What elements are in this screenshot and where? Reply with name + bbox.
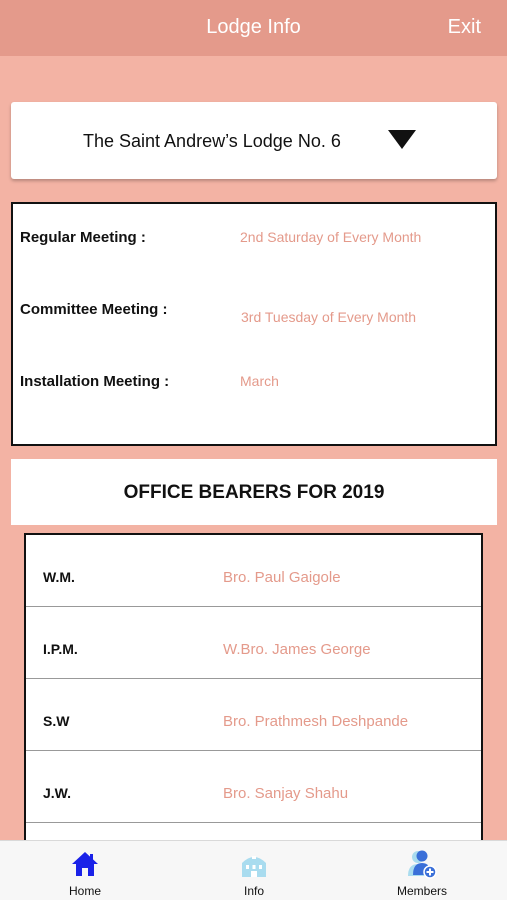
regular-meeting-value: 2nd Saturday of Every Month <box>240 229 422 245</box>
dropdown-arrow-icon[interactable] <box>388 130 416 149</box>
bearer-name: Bro. Sanjay Shahu <box>223 785 349 802</box>
info-building-icon <box>239 849 269 879</box>
office-bearers-table <box>24 533 483 853</box>
bearer-role: J.W. <box>43 785 72 801</box>
page-title: Lodge Info <box>206 16 301 38</box>
meetings-panel <box>11 202 497 446</box>
tab-home[interactable] <box>25 841 145 900</box>
office-bearers-title: OFFICE BEARERS FOR 2019 <box>123 482 385 503</box>
committee-meeting-value: 3rd Tuesday of Every Month <box>241 309 417 325</box>
table-row <box>26 679 481 751</box>
bearer-name: W.Bro. James George <box>223 641 371 658</box>
installation-meeting-label: Installation Meeting : <box>20 373 170 390</box>
regular-meeting-label: Regular Meeting : <box>20 229 146 246</box>
tab-bar <box>0 840 507 900</box>
tab-info[interactable] <box>194 841 314 900</box>
members-add-icon <box>407 849 437 879</box>
bearer-name: Bro. Prathmesh Deshpande <box>223 713 409 730</box>
table-row <box>26 535 481 607</box>
selected-lodge-label: The Saint Andrew’s Lodge No. 6 <box>83 131 341 151</box>
home-icon <box>70 849 100 879</box>
committee-meeting-label: Committee Meeting : <box>20 301 168 318</box>
bearer-role: I.P.M. <box>43 641 78 657</box>
table-row <box>26 751 481 823</box>
office-bearers-header <box>11 459 497 525</box>
installation-meeting-value: March <box>240 373 279 389</box>
bearer-role: W.M. <box>43 569 75 585</box>
tab-members[interactable] <box>362 841 482 900</box>
bearer-role: S.W <box>43 713 70 729</box>
tab-members-label: Members <box>396 884 447 898</box>
tab-info-label: Info <box>243 884 264 898</box>
navigation-bar <box>0 0 507 56</box>
lodge-dropdown[interactable] <box>11 102 497 179</box>
table-row <box>26 607 481 679</box>
bearer-name: Bro. Paul Gaigole <box>223 569 341 586</box>
exit-button[interactable]: Exit <box>447 16 481 38</box>
tab-home-label: Home <box>68 884 101 898</box>
